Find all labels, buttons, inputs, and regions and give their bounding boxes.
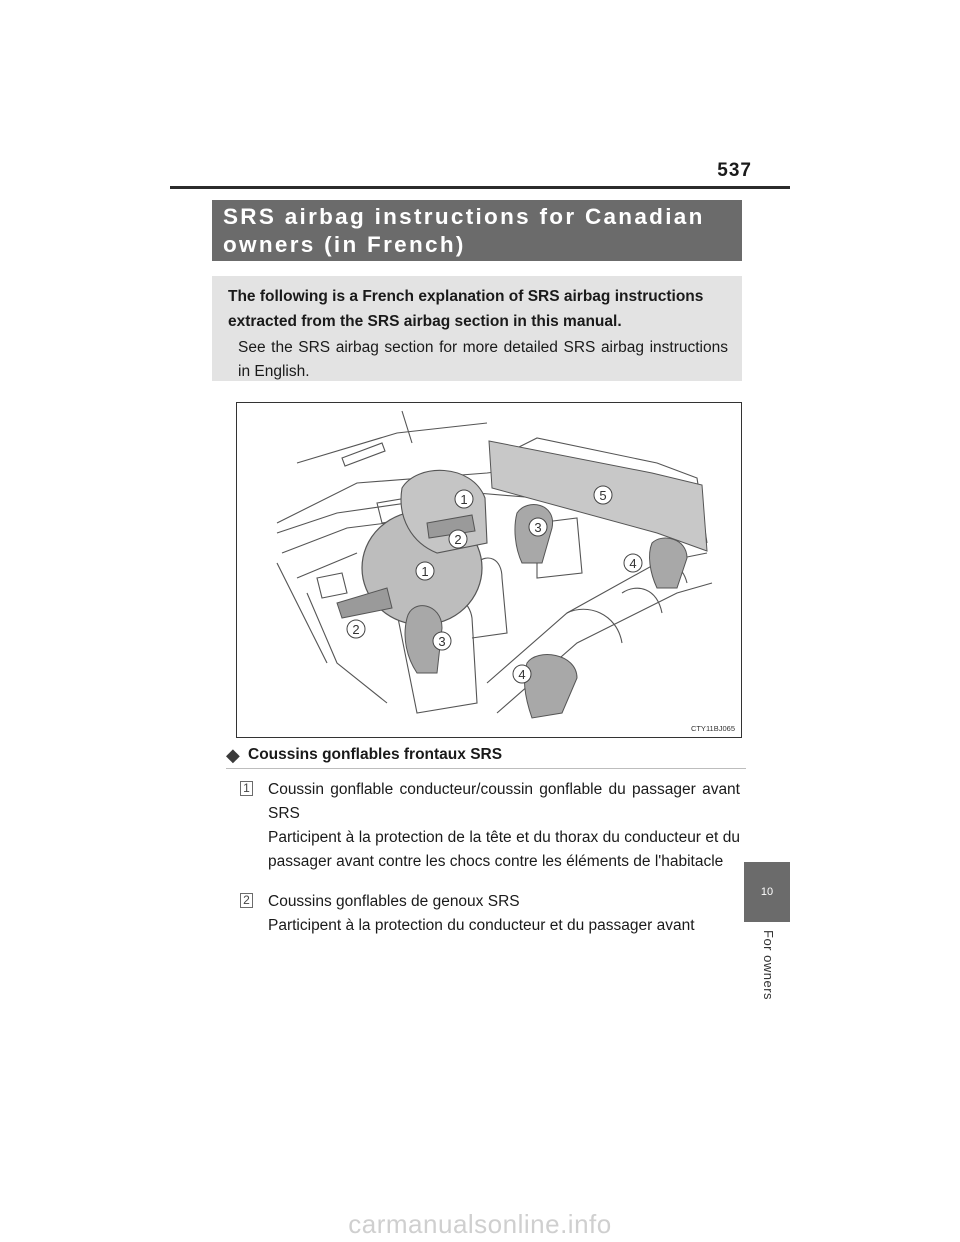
item-description: Participent à la protection du conducteur et du passager avant — [268, 917, 695, 934]
svg-text:2: 2 — [352, 622, 360, 637]
intro-bold-text: The following is a French explanation of SRS airbag instructions extracted from the SRS airbag section in this manual. — [228, 288, 704, 330]
svg-text:5: 5 — [599, 488, 607, 503]
intro-normal-text: See the SRS airbag section for more detailed SRS airbag instructions in English. — [238, 339, 728, 380]
callout-4-lower — [513, 665, 531, 683]
section-heading — [212, 200, 742, 261]
callout-3-upper — [529, 518, 547, 536]
car-interior-drawing — [237, 403, 741, 737]
chapter-label: For owners — [761, 930, 776, 1001]
svg-text:4: 4 — [629, 556, 637, 571]
header-rule — [170, 186, 790, 189]
page-number: 537 — [717, 160, 752, 181]
item-description: Participent à la protection de la tête et du thorax du conducteur et du passager avant contre les chocs contre les éléments de l'habitacle — [268, 829, 740, 870]
list-item-2 — [240, 890, 740, 938]
section-heading-line-2: owners (in French) — [223, 232, 466, 257]
item-title: Coussin gonflable conducteur/coussin gonflable du passager avant SRS — [268, 781, 740, 822]
callout-1-upper — [455, 490, 473, 508]
svg-text:1: 1 — [460, 492, 468, 507]
intro-box — [212, 276, 742, 381]
callout-1-lower — [416, 562, 434, 580]
callout-2-lower — [347, 620, 365, 638]
item-number-badge: 1 — [240, 781, 253, 796]
callout-3-lower — [433, 632, 451, 650]
svg-text:2: 2 — [454, 532, 462, 547]
section-heading-line-1: SRS airbag instructions for Canadian — [223, 204, 705, 229]
svg-text:4: 4 — [518, 667, 526, 682]
watermark: carmanualsonline.info — [348, 1209, 612, 1239]
callout-5 — [594, 486, 612, 504]
item-title: Coussins gonflables de genoux SRS — [268, 893, 520, 910]
chapter-tab[interactable]: 10 — [744, 862, 790, 922]
airbag-illustration — [236, 402, 742, 738]
callout-4-upper — [624, 554, 642, 572]
svg-text:3: 3 — [534, 520, 542, 535]
sub-heading-text: Coussins gonflables frontaux SRS — [248, 746, 503, 763]
diamond-icon: ◆ — [226, 745, 240, 765]
item-number-badge: 2 — [240, 893, 253, 908]
figure-code: CTY11BJ065 — [690, 724, 735, 733]
sub-heading — [226, 744, 746, 769]
list-item-1 — [240, 778, 740, 874]
svg-text:1: 1 — [421, 564, 429, 579]
callout-2-upper — [449, 530, 467, 548]
svg-text:3: 3 — [438, 634, 446, 649]
